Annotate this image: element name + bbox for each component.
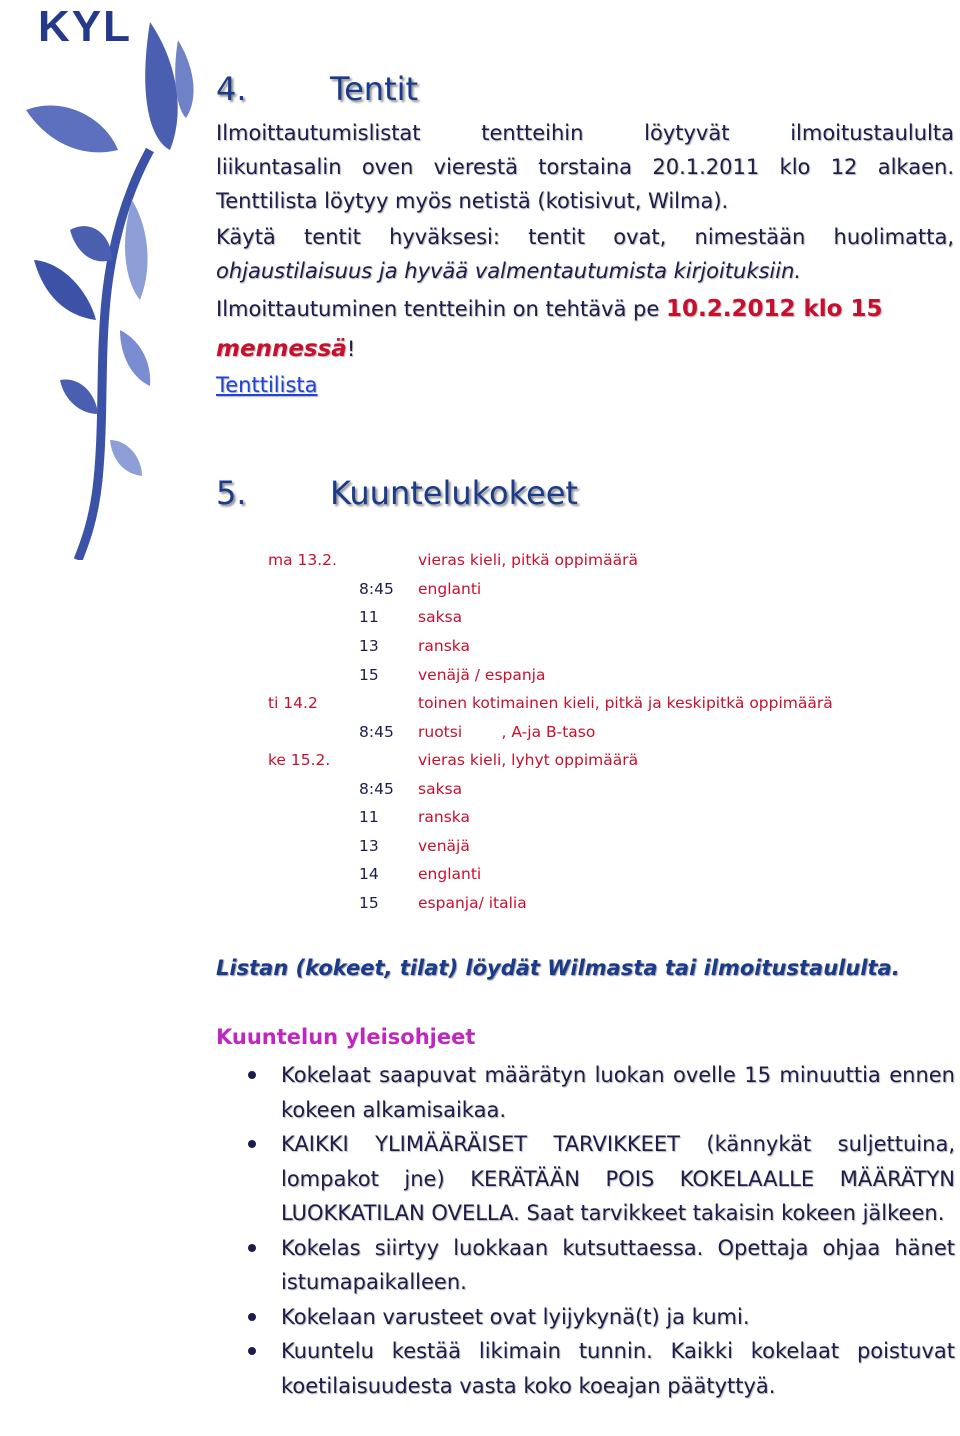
schedule-row <box>268 860 928 888</box>
schedule-subject: ruotsi , A-ja B-taso <box>418 723 596 741</box>
tentit-line-7 <box>216 332 954 366</box>
schedule-row <box>268 661 928 689</box>
exclamation: ! <box>346 337 356 361</box>
section-4-number: 4. <box>216 70 247 108</box>
schedule-subject: saksa <box>418 780 463 798</box>
tenttilista-link-row <box>216 368 954 402</box>
guideline-item <box>245 1334 955 1403</box>
section-4-heading <box>216 70 418 108</box>
section-5-title: Kuuntelukokeet <box>330 474 578 512</box>
tenttilista-link[interactable]: Tenttilista <box>216 373 318 397</box>
schedule-day: ma 13.2. <box>268 551 337 569</box>
guideline-text: Kuuntelu kestää likimain tunnin. Kaikki kokelaat poistuvat koetilaisuudesta vasta koko koeajan päätyttyä. <box>281 1339 955 1398</box>
schedule-time: 13 <box>359 837 379 855</box>
guidelines-list <box>245 1058 955 1403</box>
schedule-row <box>268 832 928 860</box>
schedule-subject: englanti <box>418 865 482 883</box>
schedule-time: 13 <box>359 637 379 655</box>
guideline-text: Kokelaan varusteet ovat lyijykynä(t) ja kumi. <box>281 1304 750 1329</box>
tentit-line-1: Ilmoittautumislistat tentteihin löytyvät ilmoitustaululta <box>216 121 954 145</box>
registration-text: Ilmoittautuminen tentteihin on tehtävä pe <box>216 297 666 321</box>
schedule-row <box>268 546 928 574</box>
schedule-day: ke 15.2. <box>268 751 331 769</box>
schedule-subject: espanja/ italia <box>418 894 527 912</box>
tentit-line-2: liikuntasalin oven vierestä torstaina 20.1.2011 klo 12 alkaen. <box>216 155 954 179</box>
guideline-text: KAIKKI YLIMÄÄRÄISET TARVIKKEET (kännykät suljettuina, lompakot jne) KERÄTÄÄN POIS KOKELAALLE MÄÄRÄTYN LUOKKATILAN OVELLA. Saat tarvikkeet takaisin kokeen jälkeen. <box>281 1132 955 1225</box>
deadline-date: 10.2.2012 klo 15 <box>665 296 883 322</box>
schedule-row <box>268 803 928 831</box>
guideline-text: Kokelas siirtyy luokkaan kutsuttaessa. Opettaja ohjaa hänet istumapaikalleen. <box>281 1235 955 1294</box>
tentit-line-3: Tenttilista löytyy myös netistä (kotisivut, Wilma). <box>216 189 729 213</box>
schedule-day: ti 14.2 <box>268 694 318 712</box>
schedule-subject: venäjä <box>418 837 470 855</box>
schedule-subject: vieras kieli, pitkä oppimäärä <box>418 551 638 569</box>
tentit-line-5: ohjaustilaisuus ja hyvää valmentautumista kirjoituksiin. <box>216 259 802 283</box>
section-4-title: Tentit <box>330 70 419 108</box>
schedule-row <box>268 718 928 746</box>
schedule-time: 15 <box>359 666 379 684</box>
schedule-row <box>268 603 928 631</box>
schedule-time: 14 <box>359 865 379 883</box>
schedule-subject: vieras kieli, lyhyt oppimäärä <box>418 751 639 769</box>
bullet-icon <box>248 1244 256 1252</box>
schedule-row <box>268 632 928 660</box>
logo-text: KYL <box>38 2 132 51</box>
schedule-time: 8:45 <box>359 780 394 798</box>
schedule-row <box>268 889 928 917</box>
guideline-item <box>245 1058 955 1127</box>
deadline-word: mennessä <box>216 336 347 362</box>
schedule-row <box>268 746 928 774</box>
schedule-row <box>268 775 928 803</box>
schedule-subject: ranska <box>418 637 470 655</box>
bullet-icon <box>248 1313 256 1321</box>
section-5-heading <box>216 474 578 512</box>
guideline-text: Kokelaat saapuvat määrätyn luokan ovelle 15 minuuttia ennen kokeen alkamisaikaa. <box>281 1063 955 1122</box>
tentit-line-4: Käytä tentit hyväksesi: tentit ovat, nimestään huolimatta, <box>216 225 954 249</box>
schedule-time: 11 <box>359 808 379 826</box>
schedule-subject: toinen kotimainen kieli, pitkä ja keskipitkä oppimäärä <box>418 694 833 712</box>
schedule-subject: venäjä / espanja <box>418 666 546 684</box>
schedule-subject: saksa <box>418 608 463 626</box>
schedule-row <box>268 575 928 603</box>
schedule-time: 8:45 <box>359 580 394 598</box>
bullet-icon <box>248 1347 256 1355</box>
schedule-subject: englanti <box>418 580 482 598</box>
guideline-item <box>245 1231 955 1300</box>
guideline-item <box>245 1127 955 1231</box>
schedule-time: 15 <box>359 894 379 912</box>
list-note: Listan (kokeet, tilat) löydät Wilmasta tai ilmoitustaululta. <box>216 956 900 980</box>
schedule-row <box>268 689 928 717</box>
schedule-time: 11 <box>359 608 379 626</box>
section-5-number: 5. <box>216 474 247 512</box>
kyl-logo <box>0 0 200 560</box>
schedule-subject: ranska <box>418 808 470 826</box>
schedule-time: 8:45 <box>359 723 394 741</box>
bullet-icon <box>248 1071 256 1079</box>
guideline-item <box>245 1300 955 1335</box>
bullet-icon <box>248 1140 256 1148</box>
tentit-line-6 <box>216 292 954 326</box>
guidelines-title: Kuuntelun yleisohjeet <box>216 1025 476 1049</box>
